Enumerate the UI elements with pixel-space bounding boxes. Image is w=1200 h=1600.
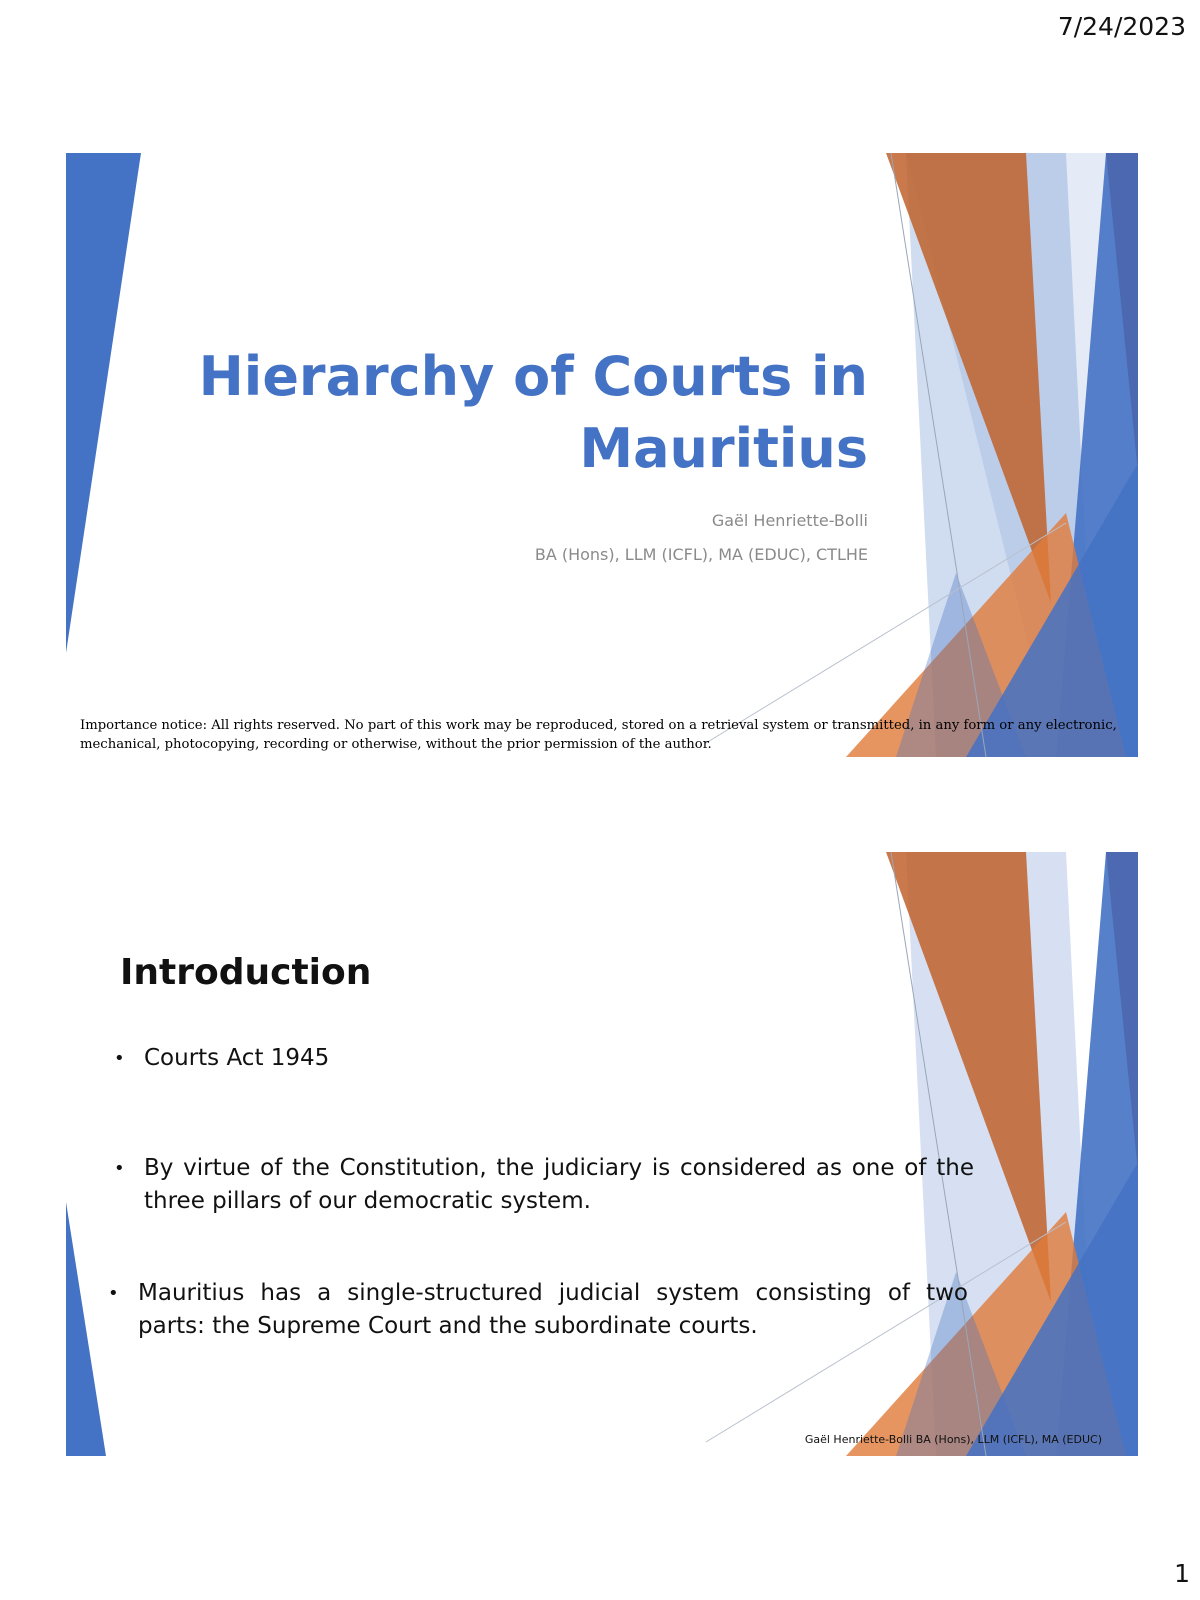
slide-footer: Gaël Henriette-Bolli BA (Hons), LLM (ICFL), MA (EDUC): [804, 1433, 1102, 1446]
left-blue-triangle: [66, 153, 141, 653]
bullet-text: Mauritius has a single-structured judicial system consisting of two parts: the Supreme Court and the subordinate courts.: [138, 1280, 968, 1339]
author-qualifications: BA (Hons), LLM (ICFL), MA (EDUC), CTLHE: [534, 545, 868, 564]
bullet-text: By virtue of the Constitution, the judiciary is considered as one of the three pillars of our democratic system.: [144, 1155, 974, 1214]
bullet-icon: •: [114, 1158, 125, 1179]
left-blue-sliver: [66, 1202, 106, 1456]
page-date: 7/24/2023: [1057, 12, 1186, 41]
copyright-notice: Importance notice: All rights reserved. No part of this work may be reproduced, stored on a retrieval system or transmitted, in any form or any electronic, mechanical, photocopying, recording or otherwise, without the prior permission of the author.: [80, 718, 1117, 752]
author-name: Gaël Henriette-Bolli: [711, 511, 868, 530]
title-line-2: Mauritius: [579, 417, 868, 480]
bullet-item: [108, 1277, 968, 1343]
page-number: 1: [1174, 1559, 1190, 1588]
introduction-slide: [66, 852, 1138, 1456]
presentation-title: [188, 341, 868, 485]
bullet-icon: •: [108, 1283, 119, 1304]
bullet-item: [114, 1152, 974, 1218]
bullet-text: Courts Act 1945: [144, 1045, 330, 1071]
bullet-item: [114, 1042, 974, 1075]
title-line-1: Hierarchy of Courts in: [198, 345, 868, 408]
title-slide: [66, 153, 1138, 757]
slide-heading: Introduction: [120, 952, 372, 993]
bullet-icon: •: [114, 1048, 125, 1069]
